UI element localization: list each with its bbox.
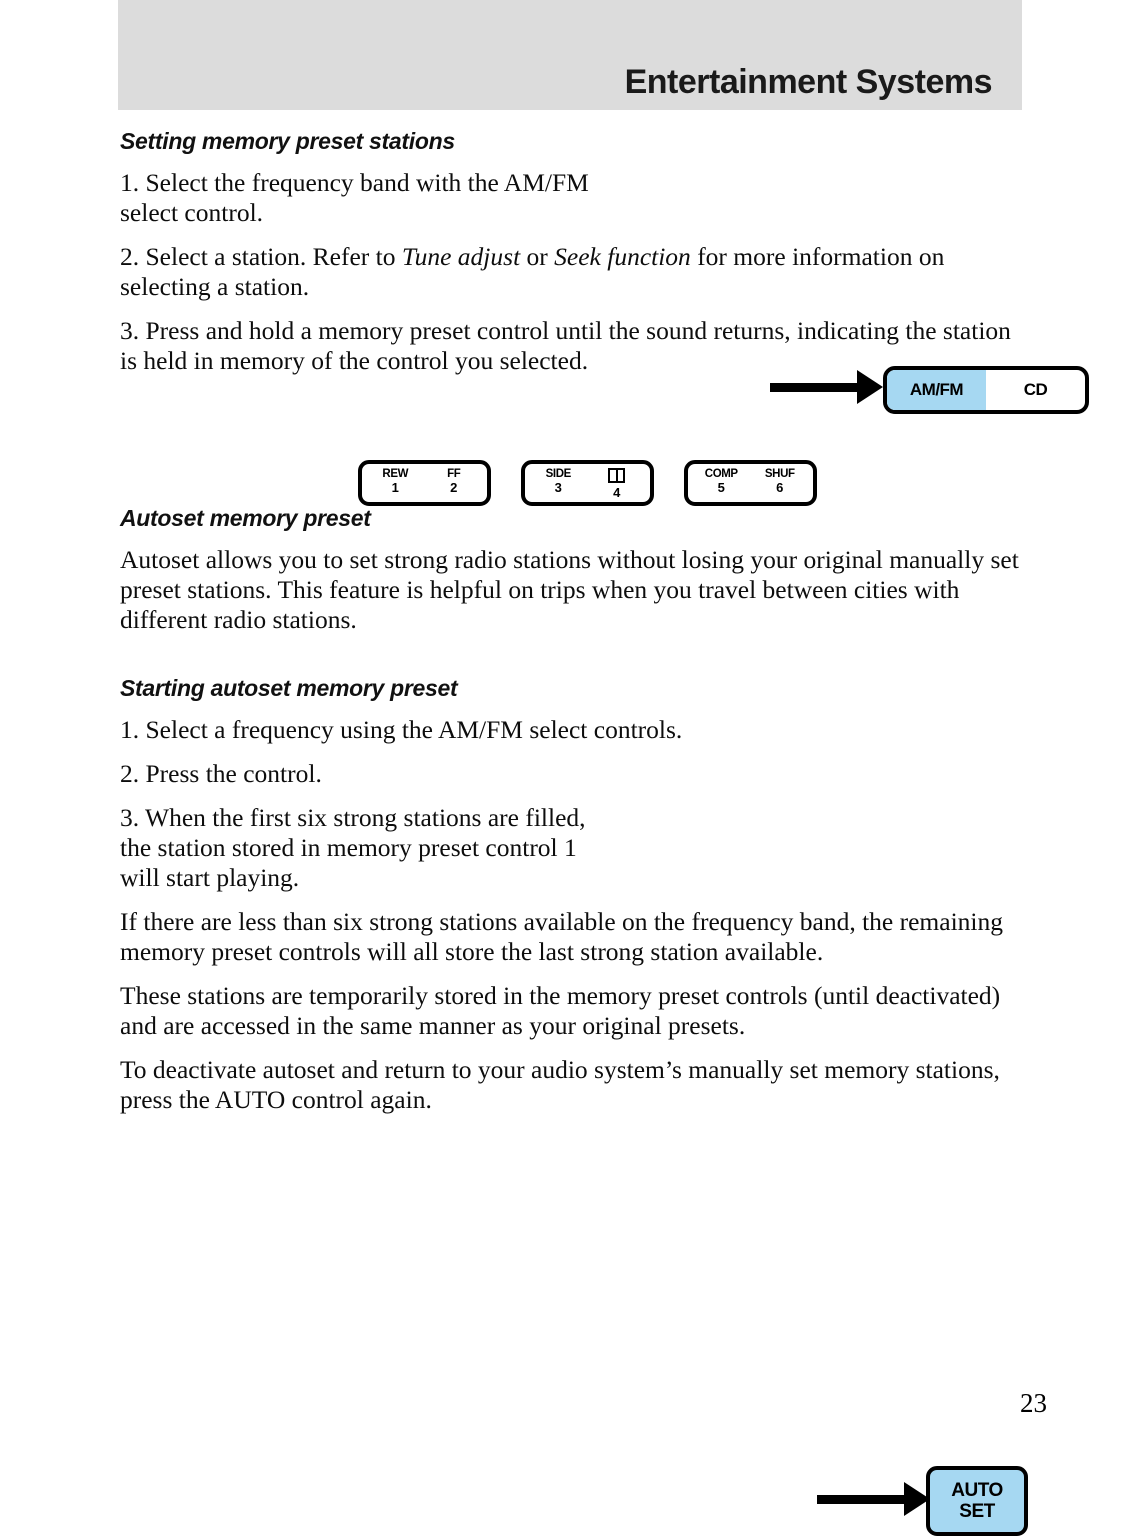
preset-3-label: SIDE	[545, 468, 571, 480]
preset-2-cell[interactable]	[423, 464, 486, 495]
starting-autoset-step-3: 3. When the first six strong stations are filled, the station stored in memory preset control 1 will start playing.	[120, 803, 586, 892]
pointer-arrow-amfm	[770, 370, 883, 404]
page-header-band	[118, 0, 1022, 110]
step2-text-b: or	[520, 242, 555, 271]
arrow-shaft	[817, 1495, 905, 1504]
step2-italic-tune-adjust: Tune adjust	[401, 242, 521, 271]
setting-presets-step-2	[120, 242, 1020, 302]
page-number: 23	[1020, 1388, 1047, 1418]
pause-icon	[608, 468, 625, 483]
autoset-paragraph-2: These stations are temporarily stored in the memory preset controls (until deactivated) and are accessed in the same manner as your original presets.	[120, 981, 1001, 1040]
auto-set-line-1: AUTO	[951, 1480, 1003, 1501]
preset-1-number: 1	[391, 480, 399, 495]
preset-3-cell[interactable]	[527, 464, 590, 495]
preset-4-label	[586, 464, 649, 486]
preset-4-number: 4	[613, 485, 621, 500]
step2-italic-seek-function: Seek function	[554, 242, 691, 271]
setting-presets-step-3: 3. Press and hold a memory preset control until the sound returns, indicating the station is held in memory of the control you selected.	[120, 316, 1011, 375]
setting-presets-step-1: 1. Select the frequency band with the AM/FM select control.	[120, 168, 589, 227]
preset-1-cell[interactable]	[364, 464, 427, 495]
preset-3-number: 3	[554, 480, 562, 495]
amfm-cd-select-control[interactable]	[883, 366, 1089, 414]
pointer-arrow-autoset	[817, 1482, 930, 1516]
starting-autoset-step-1: 1. Select a frequency using the AM/FM select controls.	[120, 715, 683, 744]
page-title: Entertainment Systems	[624, 63, 992, 101]
autoset-description-paragraph: Autoset allows you to set strong radio stations without losing your original manually set preset stations. This feature is helpful on trips when you travel between cities with different radio stations.	[120, 545, 1019, 634]
preset-6-cell[interactable]	[749, 464, 812, 495]
preset-5-cell[interactable]	[690, 464, 753, 495]
preset-2-label: FF	[447, 468, 461, 480]
preset-6-label: SHUF	[764, 468, 795, 480]
heading-starting-autoset-memory-preset: Starting autoset memory preset	[120, 675, 458, 701]
arrow-shaft	[770, 383, 858, 392]
step2-text-c: for more information on selecting a station.	[120, 242, 945, 301]
memory-preset-controls-figure	[358, 460, 817, 506]
preset-2-number: 2	[450, 480, 458, 495]
auto-set-line-2: SET	[959, 1501, 995, 1522]
preset-6-number: 6	[776, 480, 784, 495]
preset-5-number: 5	[717, 480, 725, 495]
preset-control-1-2[interactable]	[358, 460, 491, 506]
arrow-head	[857, 370, 883, 404]
preset-control-3-4[interactable]	[521, 460, 654, 506]
autoset-paragraph-1: If there are less than six strong stations available on the frequency band, the remaining memory preset controls will all store the last strong station available.	[120, 907, 1003, 966]
cd-button[interactable]: CD	[1023, 380, 1048, 399]
amfm-figure-row	[120, 168, 1048, 500]
auto-set-button[interactable]	[926, 1466, 1028, 1536]
heading-setting-memory-preset-stations: Setting memory preset stations	[120, 128, 455, 154]
step2-text-a: 2. Select a station. Refer to	[120, 242, 402, 271]
autoset-paragraph-3: To deactivate autoset and return to your audio system’s manually set memory stations, press the AUTO control again.	[120, 1055, 1000, 1114]
preset-5-label: COMP	[704, 468, 738, 480]
amfm-button[interactable]: AM/FM	[887, 370, 986, 410]
heading-autoset-memory-preset: Autoset memory preset	[120, 505, 371, 531]
preset-control-5-6[interactable]	[684, 460, 817, 506]
preset-1-label: REW	[382, 468, 409, 480]
starting-autoset-step-2: 2. Press the control.	[120, 759, 322, 788]
preset-4-cell[interactable]	[586, 464, 649, 500]
